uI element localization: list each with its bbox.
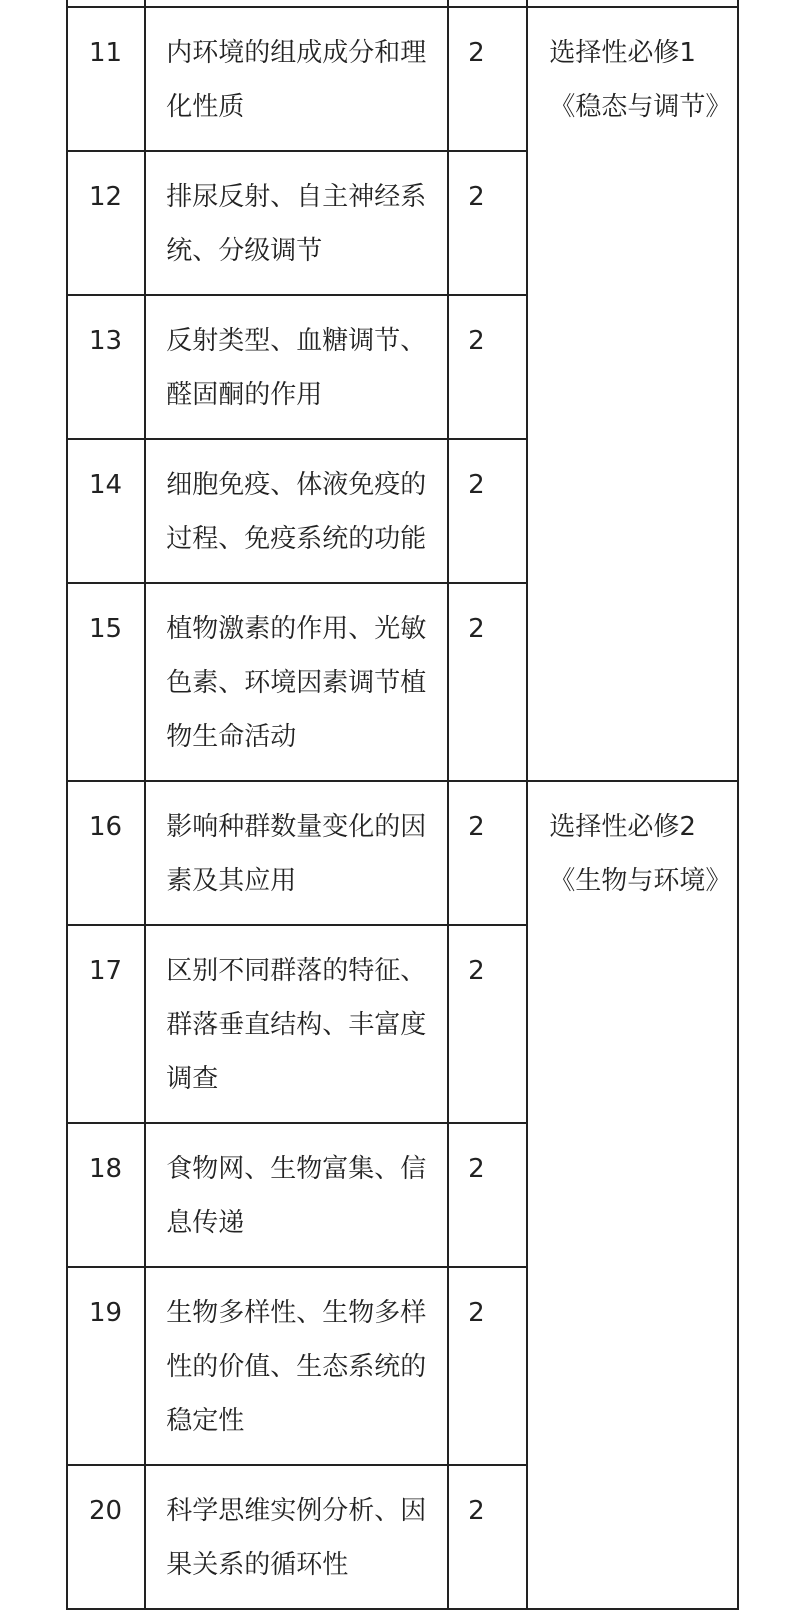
topic-cell: 影响种群数量变化的因素及其应用 — [145, 781, 448, 925]
row-number-cell: 14 — [67, 439, 145, 583]
hours-cell: 2 — [448, 583, 527, 781]
topic-cell: 科学思维实例分析、因果关系的循环性 — [145, 1465, 448, 1609]
hours-cell: 2 — [448, 151, 527, 295]
module-cell: 选择性必修1《稳态与调节》 — [527, 7, 738, 781]
topic-cell: 植物激素的作用、光敏色素、环境因素调节植物生命活动 — [145, 583, 448, 781]
hours-cell: 2 — [448, 925, 527, 1123]
topic-cell: 食物网、生物富集、信息传递 — [145, 1123, 448, 1267]
schedule-table — [66, 0, 739, 1610]
hours-cell: 2 — [448, 439, 527, 583]
topic-cell: 细胞免疫、体液免疫的过程、免疫系统的功能 — [145, 439, 448, 583]
row-number-cell: 18 — [67, 1123, 145, 1267]
row-number-cell: 13 — [67, 295, 145, 439]
row-number-cell: 11 — [67, 7, 145, 151]
row-number-cell: 12 — [67, 151, 145, 295]
topic-cell: 反射类型、血糖调节、醛固酮的作用 — [145, 295, 448, 439]
hours-cell: 2 — [448, 1267, 527, 1465]
topic-cell: 内环境的组成成分和理化性质 — [145, 7, 448, 151]
hours-cell: 2 — [448, 1123, 527, 1267]
row-number-cell: 20 — [67, 1465, 145, 1609]
table-top-edge-row — [67, 0, 738, 7]
hours-cell: 2 — [448, 295, 527, 439]
hours-cell: 2 — [448, 7, 527, 151]
topic-cell: 生物多样性、生物多样性的价值、生态系统的稳定性 — [145, 1267, 448, 1465]
schedule-table-body — [67, 0, 738, 1609]
row-number-cell: 19 — [67, 1267, 145, 1465]
module-cell: 选择性必修2《生物与环境》 — [527, 781, 738, 1609]
table-row — [67, 7, 738, 151]
schedule-table-wrapper — [66, 0, 739, 1610]
table-row — [67, 781, 738, 925]
hours-cell: 2 — [448, 781, 527, 925]
row-number-cell: 15 — [67, 583, 145, 781]
row-number-cell: 16 — [67, 781, 145, 925]
topic-cell: 区别不同群落的特征、群落垂直结构、丰富度调查 — [145, 925, 448, 1123]
topic-cell: 排尿反射、自主神经系统、分级调节 — [145, 151, 448, 295]
row-number-cell: 17 — [67, 925, 145, 1123]
hours-cell: 2 — [448, 1465, 527, 1609]
